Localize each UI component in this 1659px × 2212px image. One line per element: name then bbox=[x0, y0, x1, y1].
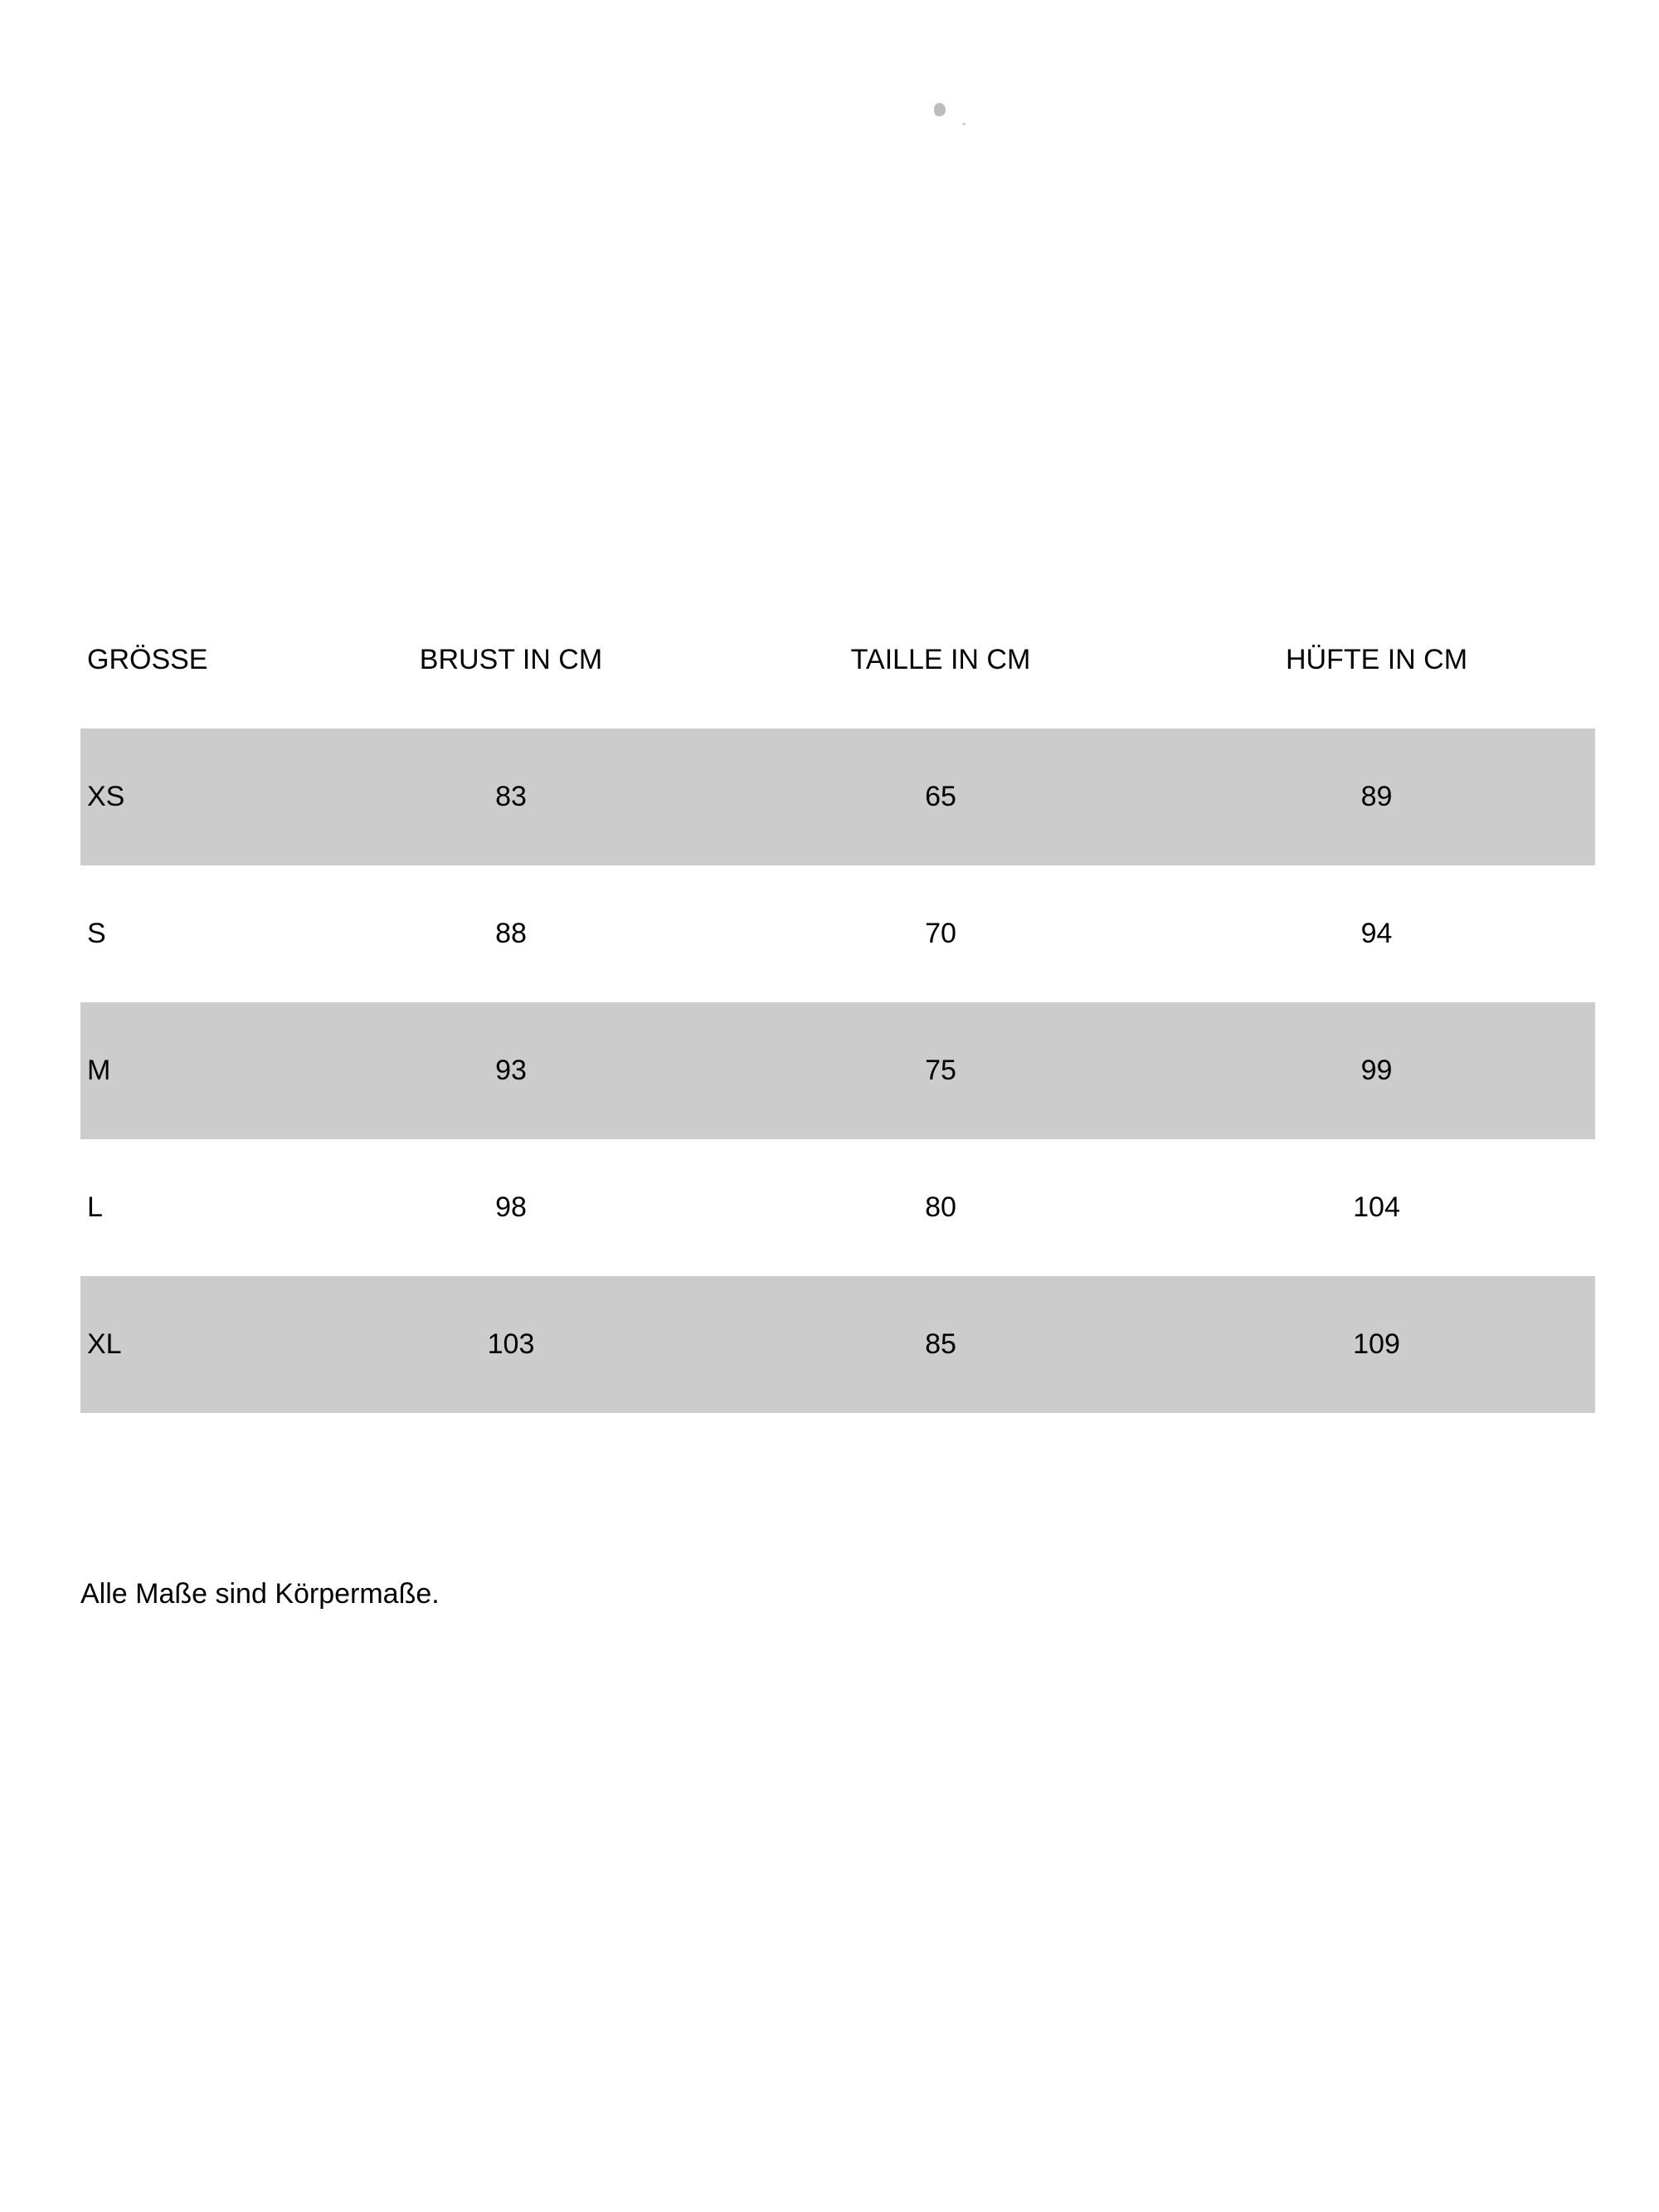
cell-size: S bbox=[87, 918, 106, 949]
table-row bbox=[80, 1276, 1595, 1413]
cell-hip: 104 bbox=[1353, 1191, 1400, 1223]
header-hip: HÜFTE IN CM bbox=[1285, 644, 1468, 675]
table-row bbox=[80, 865, 1595, 1002]
table-row bbox=[80, 1002, 1595, 1139]
cell-size: L bbox=[87, 1191, 103, 1223]
header-size: GRÖSSE bbox=[87, 644, 208, 675]
table-header-row bbox=[80, 592, 1595, 728]
table-row bbox=[80, 1139, 1595, 1276]
size-chart-table bbox=[80, 592, 1595, 1413]
cell-waist: 70 bbox=[925, 918, 956, 949]
cell-chest: 103 bbox=[299, 1276, 723, 1413]
cell-waist: 80 bbox=[925, 1191, 956, 1223]
cell-chest: 88 bbox=[495, 918, 527, 949]
cell-waist: 85 bbox=[723, 1276, 1158, 1413]
cell-hip: 109 bbox=[1158, 1276, 1595, 1413]
cell-waist: 65 bbox=[723, 728, 1158, 865]
cell-hip: 99 bbox=[1158, 1002, 1595, 1139]
cell-size: XS bbox=[80, 728, 299, 865]
header-chest: BRUST IN CM bbox=[419, 644, 603, 675]
cell-hip: 94 bbox=[1360, 918, 1393, 949]
table-row bbox=[80, 728, 1595, 865]
measurement-note: Alle Maße sind Körpermaße. bbox=[80, 1578, 440, 1610]
decorative-mark bbox=[934, 103, 946, 116]
cell-size: M bbox=[80, 1002, 299, 1139]
decorative-dot bbox=[962, 123, 966, 125]
cell-waist: 75 bbox=[723, 1002, 1158, 1139]
header-waist: TAILLE IN CM bbox=[850, 644, 1031, 675]
cell-chest: 98 bbox=[495, 1191, 527, 1223]
cell-size: XL bbox=[80, 1276, 299, 1413]
cell-chest: 93 bbox=[299, 1002, 723, 1139]
cell-hip: 89 bbox=[1158, 728, 1595, 865]
cell-chest: 83 bbox=[299, 728, 723, 865]
